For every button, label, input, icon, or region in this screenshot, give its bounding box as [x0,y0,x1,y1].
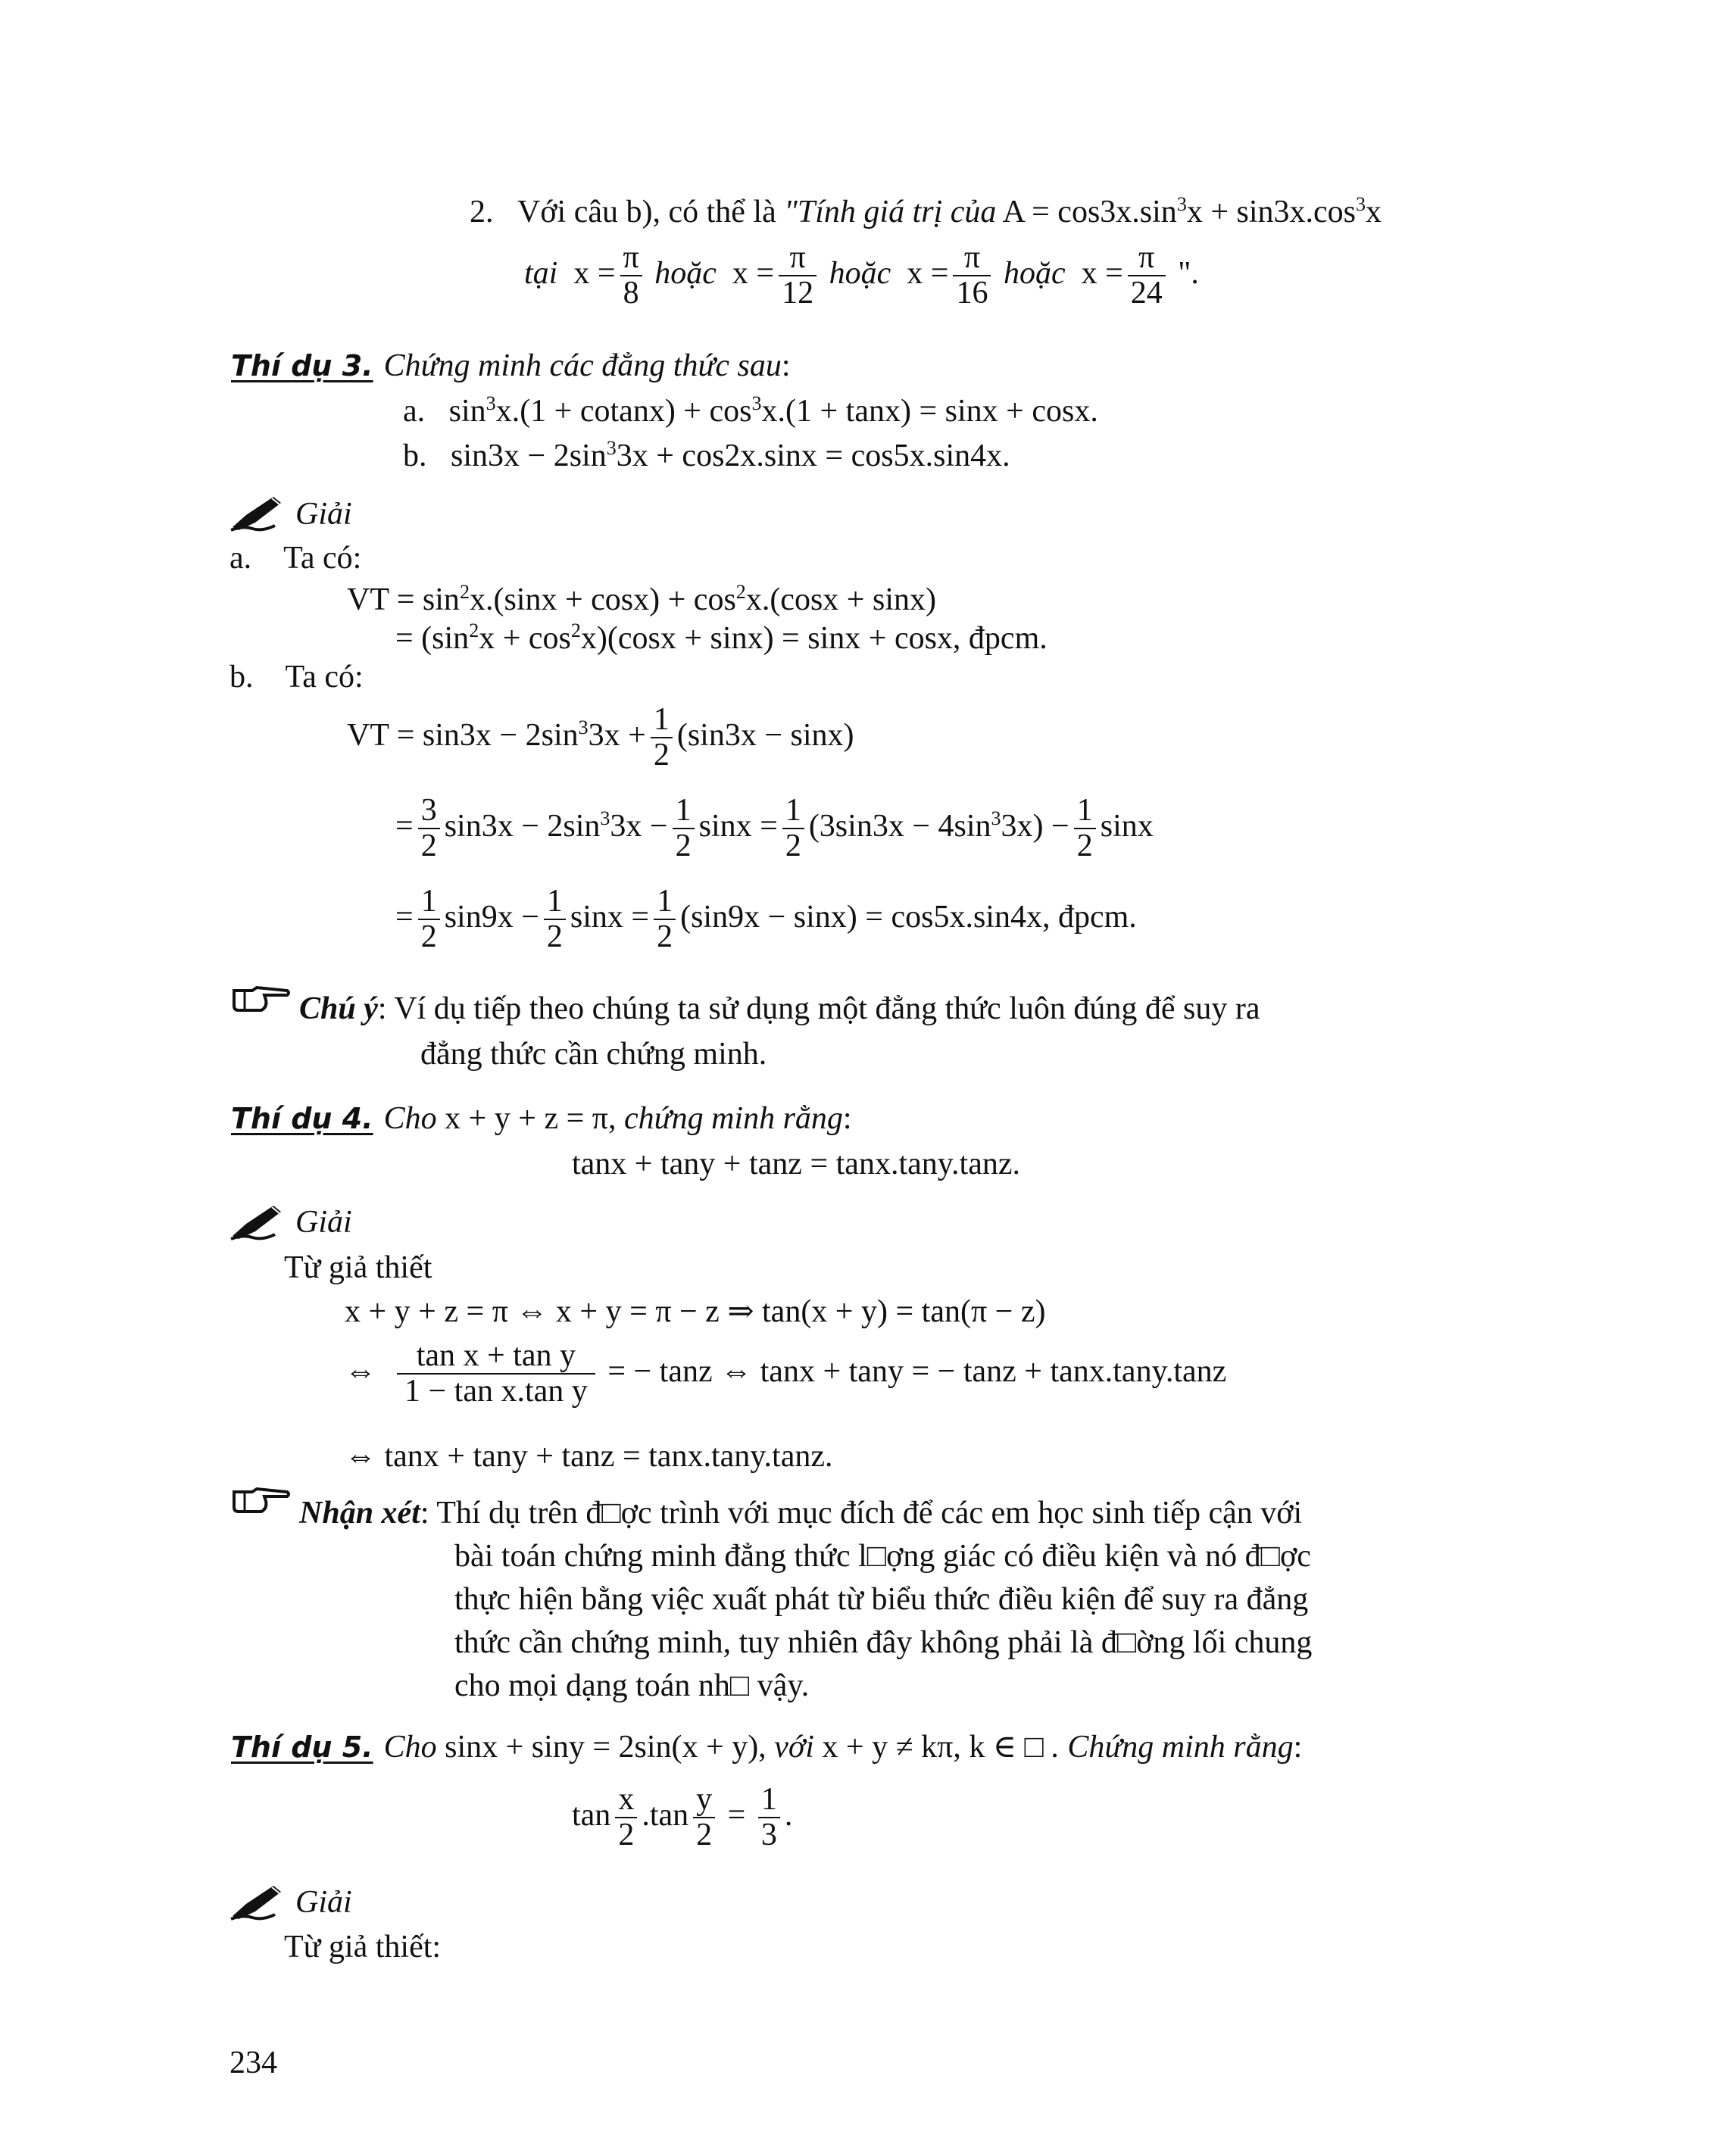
remark-line3: thực hiện bằng việc xuất phát từ biểu thức điều kiện để suy ra đẳng [454,1582,1309,1617]
solution-b-line2: = $\frac{3}{2}$ $\sin 3x - 2\sin^33x$ − $\frac{1}{2}$ sinx = $\frac{1}{2}$ $(3\sin 3x - 4\sin^33x)$ − $\frac{1}{2}$ sinx [395,793,1154,864]
remark-line4: thức cần chứng minh, tuy nhiên đây không phải là đ□ờng lối chung [454,1625,1313,1660]
solution-b-line1: VT = $\sin 3x - 2\sin^33x$ + $\frac{1}{2}$ (sin3x − sinx) [347,702,854,773]
example4-step2: ⇔ $\frac{\text{tan x + tan y}}{\text{1 − tan x.tan y}}$ = − tanz ⇔ tanx + tany = − tanz + tanx.tany.tanz [345,1338,1227,1409]
note2-formula3: x [1366,195,1382,230]
example5-premise: Từ giả thiết: [284,1930,442,1964]
hoac-word: hoặc [1003,256,1066,291]
example5-heading: Thí dụ 5. Cho sinx + siny = 2sin(x + y), với x + y ≠ kπ, k ∈ □ . Chứng minh rằng: [231,1730,1303,1765]
solution-a-line2: = $(\sin^2x + \cos^2x)(\cos x + \sin x) = \sin x + \cos x$, đpcm. [395,619,1048,657]
hoac-word: hoặc [829,256,891,291]
example5-claim: tan $\frac{x}{2}$ .tan $\frac{y}{2}$ = $\frac{1}{3}$ . [572,1782,793,1853]
giai-heading: Giải [295,1885,352,1920]
fraction: $\frac{\pi}{12}$ [779,241,816,311]
hoac-word: hoặc [654,256,717,291]
remark-line5: cho mọi dạng toán nh□ vậy. [454,1668,810,1703]
fraction: $\frac{\pi}{16}$ [953,241,991,311]
fraction: $\frac{\pi}{8}$ [620,241,642,311]
remark-line1: Nhận xét: Thí dụ trên đ□ợc trình với mục đích để các em học sinh tiếp cận với [299,1496,1303,1531]
example4-heading: Thí dụ 4. Cho x + y + z = π, chứng minh rằng: [231,1101,852,1136]
chuy-label: Chú ý [299,991,378,1026]
example3-item-a: a. $\sin^3x.(1 + cotanx) + \cos^3x.(1 + \tan x) = \sin x + \cos x$. [403,392,1098,429]
note2-text: Với câu b), có thể là [517,195,785,230]
x-equals: x = [907,256,949,291]
solution-a-label: a. Ta có: [229,541,362,576]
solution-b-label: b. Ta có: [229,660,364,694]
pen-icon [229,492,286,532]
nhan-xet-label: Nhận xét [299,1496,420,1531]
tai-word: tại [524,256,558,291]
example3-title: Chứng minh các đẳng thức sau [383,348,782,383]
pen-icon [229,1881,286,1921]
quote-end: ". [1178,256,1199,291]
solution-a-line1: VT = $\sin^2x.(\sin x + \cos x) + \cos^2x.(\cos x + \sin x)$ [347,581,936,618]
fraction: $\frac{\text{tan x + tan y}}{\text{1 − tan x.tan y}}$ [397,1339,595,1409]
example4-step1: x + y + z = π ⇔ x + y = π − z ⇒ tan(x + y) = tan(π − z) [345,1294,1046,1329]
note2-formula: A = cos3x.sin [996,195,1177,230]
page-number: 234 [229,2046,277,2080]
fraction: $\frac{\pi}{24}$ [1128,241,1166,311]
example4-label: Thí dụ 4. [231,1102,373,1135]
x-equals: x = [732,256,775,291]
note-chuy-line2: đẳng thức cần chứng minh. [420,1037,767,1072]
example3-item-b: b. $\sin 3x - 2\sin^33x + \cos 2x.\sin x = \cos 5x.\sin 4x$. [403,437,1010,474]
example4-premise: Từ giả thiết [284,1250,432,1285]
example3-label: Thí dụ 3. [231,349,373,382]
giai-heading: Giải [295,1205,352,1240]
note-chuy-line1 [299,993,1260,1025]
chuy-text: : Ví dụ tiếp theo chúng ta sử dụng một đẳng thức luôn đúng để suy ra [377,991,1260,1026]
x-equals: x = [1081,256,1123,291]
note2-line1: 2. Với câu b), có thể là "Tính giá trị của $A = \cos 3x.\sin^3x + \sin 3x.\cos^3x$ [470,193,1382,230]
x-equals: x = [573,256,616,291]
note2-formula2: x + sin3x.cos [1186,195,1357,230]
giai-heading: Giải [295,497,352,532]
remark-line2: bài toán chứng minh đẳng thức l□ợng giác có điều kiện và nó đ□ợc [454,1539,1311,1574]
example5-label: Thí dụ 5. [231,1730,373,1764]
solution-b-line3: = $\frac{1}{2}$ sin9x − $\frac{1}{2}$ sinx = $\frac{1}{2}$ (sin9x − sinx) = cos5x.sin4x, đpcm. [395,884,1137,955]
example4-claim: tanx + tany + tanz = tanx.tany.tanz. [572,1147,1020,1181]
note2-line2 [524,241,1199,311]
pointing-hand-icon [231,1486,290,1516]
list-number: 2. [470,195,494,230]
pen-icon [229,1201,286,1240]
note2-italic: "Tính giá trị của [784,195,997,230]
pointing-hand-icon [231,985,290,1015]
example4-step3: ⇔ tanx + tany + tanz = tanx.tany.tanz. [345,1439,833,1474]
example3-heading: Thí dụ 3. Chứng minh các đẳng thức sau: [231,348,791,383]
